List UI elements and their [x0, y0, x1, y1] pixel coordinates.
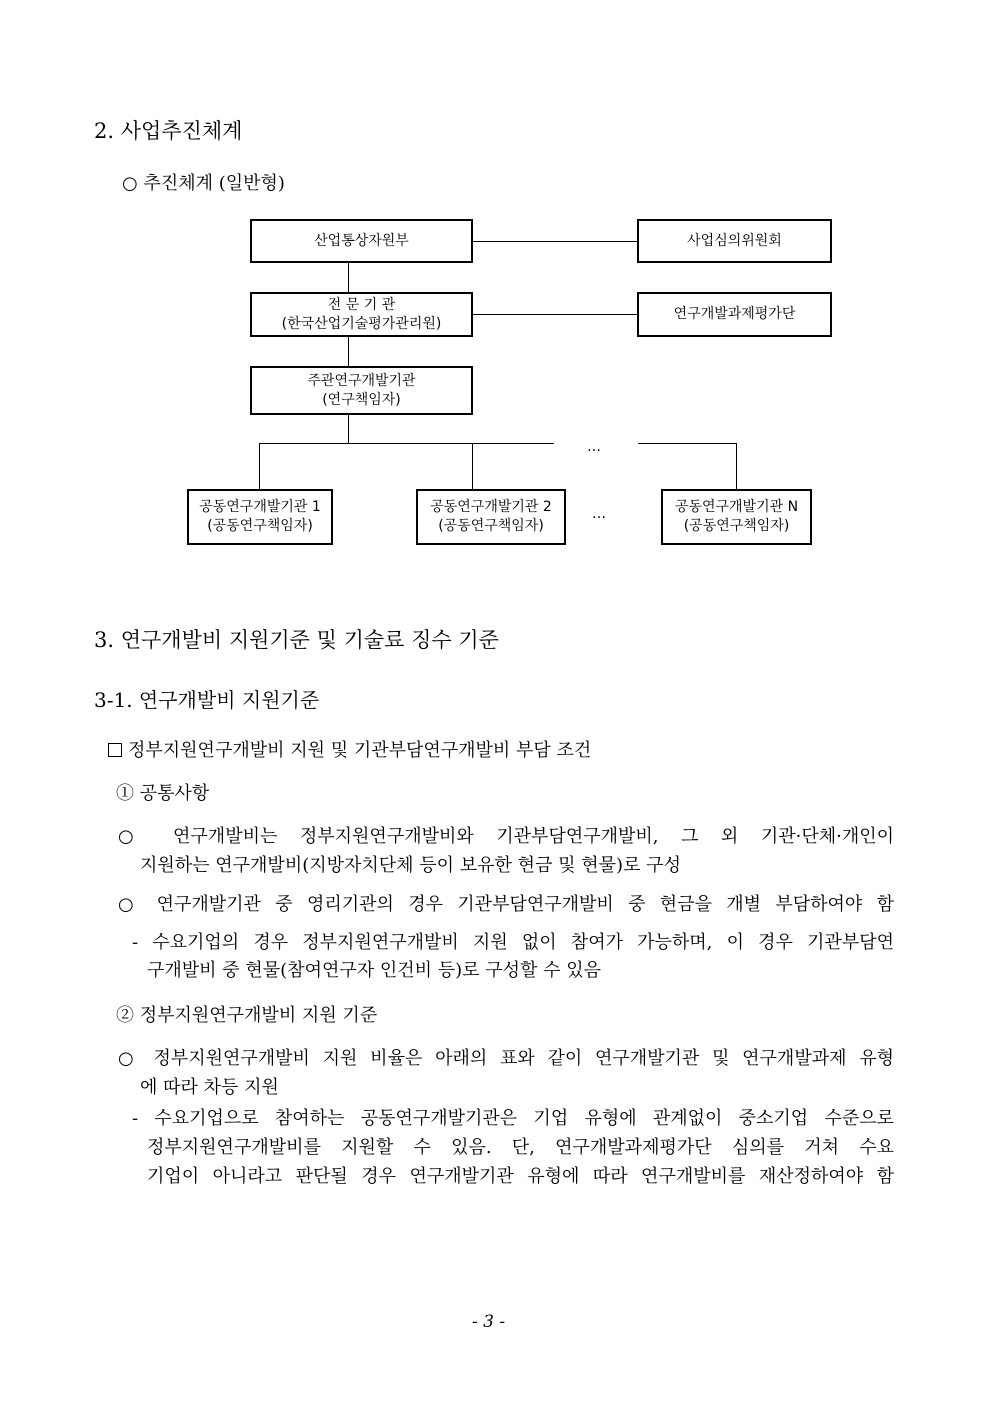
support-bullet-1-line-1: ○ 정부지원연구개발비 지원 비율은 아래의 표와 같이 연구개발기관 및 연구개발과제 유형 [118, 1048, 894, 1069]
joint-org-1-label: 공동연구개발기관 1 [199, 499, 321, 515]
lead-org-sublabel: (연구책임자) [322, 391, 401, 408]
section-3-1-heading: 3-1. 연구개발비 지원기준 [94, 688, 320, 712]
agency-label: 전 문 기 관 [327, 296, 396, 313]
evaluation-team-label: 연구개발과제평가단 [673, 306, 796, 322]
branch-right-line [638, 443, 736, 444]
ministry-committee-connector [472, 241, 638, 242]
agency-box [250, 292, 473, 337]
common-items-title: ① 공통사항 [116, 783, 210, 804]
branch-ellipsis: … [587, 439, 601, 455]
support-dash-1-line-1: - 수요기업으로 참여하는 공동연구개발기관은 기업 유형에 관계없이 중소기업 수준으로 [132, 1108, 894, 1129]
common-bullet-1-line-2: 지원하는 연구개발비(지방자치단체 등이 보유한 현금 및 현물)로 구성 [140, 855, 681, 876]
joint-org-n-box [661, 489, 812, 545]
support-dash-1-line-3: 기업이 아니라고 판단될 경우 연구개발기관 유형에 따라 연구개발비를 재산정하여야 함 [147, 1166, 894, 1187]
support-bullet-1-line-2: 에 따라 차등 지원 [140, 1077, 279, 1098]
joint-org-1-sublabel: (공동연구책임자) [207, 518, 313, 534]
joint-org-2-sublabel: (공동연구책임자) [438, 518, 544, 534]
branch-left-line [259, 443, 554, 444]
joint2-connector [472, 443, 473, 490]
support-criteria-title: ② 정부지원연구개발비 지원 기준 [116, 1005, 378, 1026]
page-number: - 3 - [472, 1312, 506, 1332]
lead-org-box [250, 366, 473, 415]
evaluation-team-box [637, 292, 832, 337]
committee-box [637, 219, 832, 263]
common-bullet-2: ○ 연구개발기관 중 영리기관의 경우 기관부담연구개발비 중 현금을 개별 부담하여야 함 [118, 894, 894, 915]
ministry-box [250, 219, 473, 263]
joint-org-n-label: 공동연구개발기관 N [674, 499, 799, 515]
section-2-heading: 2. 사업추진체계 [94, 119, 243, 143]
boxes-ellipsis: … [592, 506, 606, 522]
joint-org-2-label: 공동연구개발기관 2 [430, 499, 552, 515]
lead-down-connector [348, 414, 349, 444]
conditions-item [108, 736, 591, 762]
section-3-heading: 3. 연구개발비 지원기준 및 기술료 징수 기준 [94, 628, 499, 652]
common-bullet-1-line-1: ○ 연구개발비는 정부지원연구개발비와 기관부담연구개발비, 그 외 기관·단체·개인이 [118, 826, 894, 847]
joint-org-2-box [416, 489, 566, 545]
jointN-connector [736, 443, 737, 490]
joint-org-n-sublabel: (공동연구책임자) [683, 518, 790, 534]
support-dash-1-line-2: 정부지원연구개발비를 지원할 수 있음. 단, 연구개발과제평가단 심의를 거쳐 수요 [147, 1137, 894, 1158]
lead-org-label: 주관연구개발기관 [307, 372, 416, 389]
agency-sublabel: (한국산업기술평가관리원) [281, 315, 442, 332]
agency-lead-connector [348, 335, 349, 367]
conditions-item-label: 정부지원연구개발비 지원 및 기관부담연구개발비 부담 조건 [128, 740, 592, 761]
square-bullet-icon [108, 743, 122, 757]
joint-org-1-box [187, 489, 333, 545]
ministry-label: 산업통상자원부 [314, 232, 409, 249]
structure-bullet: ○ 추진체계 (일반형) [122, 173, 285, 194]
agency-team-connector [472, 314, 638, 315]
common-dash-1-line-2: 구개발비 중 현물(참여연구자 인건비 등)로 구성할 수 있음 [147, 960, 602, 981]
common-dash-1-line-1: - 수요기업의 경우 정부지원연구개발비 지원 없이 참여가 가능하며, 이 경우 기관부담연 [132, 932, 894, 953]
ministry-agency-connector [348, 262, 349, 294]
joint1-connector [259, 443, 260, 490]
committee-label: 사업심의위원회 [687, 232, 782, 249]
